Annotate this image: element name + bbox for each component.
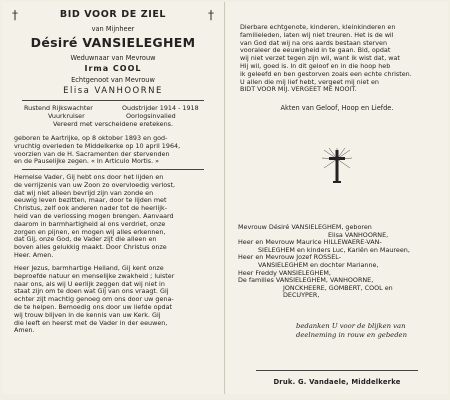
- text-line: van God dat wij na ons aards bestaan sterven: [240, 38, 388, 47]
- text-line: deelneming in rouw en gebeden: [296, 330, 407, 339]
- cross-icon: †: [12, 8, 18, 22]
- spouse-label: Echtgenoot van Mevrouw: [71, 76, 155, 84]
- text-line: Heer Jezus, barmhartige Heiland, Gij kent onze: [14, 264, 164, 272]
- family-line: Heer en Mevrouw Jozef ROSSEL-: [238, 253, 342, 262]
- honor-veteran: Oudstrijder 1914 - 1918: [122, 104, 199, 112]
- text-line: bedanken U voor de blijken van: [296, 322, 406, 330]
- family-line: Elisa VANHOORNE,: [328, 230, 389, 239]
- text-line: zorgen en pijnen, en mogen wij alles erkennen,: [14, 227, 166, 236]
- text-line: echter zijt machtig genoeg om ons door uw gena-: [14, 295, 174, 304]
- text-line: die leeft en heerst met de Vader in der eeuwen,: [14, 318, 168, 327]
- family-line: Heer Freddy VANSIELEGHEM,: [238, 268, 331, 277]
- honor-volunteer: Vuurkruiser: [48, 112, 85, 120]
- text-line: beproefde natuur en menselijke zwakheid ; luister: [14, 271, 175, 280]
- text-line: Amen.: [14, 326, 35, 335]
- family-line: VANSIELEGHEM en dochter Marianne,: [258, 260, 379, 269]
- printer-credit: Druk. G. Vandaele, Middelkerke: [273, 378, 401, 386]
- family-line: De families VANSIELEGHEM, VANHOORNE,: [238, 276, 374, 285]
- text-line: daarom in barmhartigheid al ons verdriet, onze: [14, 219, 166, 228]
- bio-paragraph: [14, 135, 214, 166]
- farewell-paragraph: [240, 24, 436, 94]
- honor-invalid: Oorlogsinvalied: [126, 112, 176, 120]
- text-line: dat wij niet alleen bevrijd zijn van zonde en: [14, 188, 154, 197]
- text-line: vooraleer de eeuwigheid in te gaan. Bid, opdat: [240, 46, 391, 55]
- heading-row: [2, 8, 224, 22]
- text-line: wij trouw blijven in de kennis van uw Kerk. Gij: [14, 310, 161, 319]
- deceased-first-name: Désiré: [30, 35, 78, 50]
- card-title: BID VOOR DE ZIEL: [59, 9, 167, 20]
- family-line: SIELEGHEM en kinders Luc, Kariën en Maureen,: [258, 245, 410, 254]
- honor-rank: Rustend Rijkswachter: [24, 104, 93, 112]
- right-panel: [226, 2, 448, 394]
- text-line: familieleden, laten wij niet treuren. Het is de wil: [240, 30, 394, 39]
- family-line: Mevrouw Désiré VANSIELEGHEM, geboren: [238, 223, 372, 231]
- radiant-cross-icon: [322, 148, 352, 186]
- text-line: vruchtig overleden te Middelkerke op 10 april 1964,: [14, 141, 181, 150]
- text-line: en de Pauselijke zegen. « In Articulo Mortis. »: [14, 157, 160, 166]
- text-line: dat Gij, onze God, de Vader zijt die alleen en: [14, 235, 157, 244]
- deceased-last-name: VANSIELEGHEM: [82, 35, 196, 50]
- text-line: ik geleefd en ben gestorven zoals een echte christen.: [240, 69, 412, 78]
- deceased-name: [2, 35, 224, 50]
- intro-text: van Mijnheer: [91, 25, 135, 33]
- text-line: staat zijn om te doen wat Gij van ons vraagt. Gij: [14, 287, 169, 296]
- family-line: DECUYPER,: [283, 291, 320, 300]
- divider: [22, 100, 204, 101]
- text-line: U allen die mij lief hebt, vergeet mij niet en: [240, 77, 379, 86]
- text-line: eeuwig leven bezitten, maar, door te lijden met: [14, 196, 167, 205]
- text-line: boven alles gelukkig maakt. Door Christus onze: [14, 243, 167, 252]
- divider: [256, 370, 418, 371]
- text-line: de te helpen. Bemoedig ons door uw liefde opdat: [14, 302, 173, 311]
- family-line: JONCKHEERE, GOMBERT, COOL en: [283, 283, 393, 292]
- text-line: Dierbare echtgenote, kinderen, kleinkinderen en: [240, 23, 396, 31]
- text-line: wij niet verzet tegen zijn wil, want ik wist dat, wat: [240, 54, 400, 63]
- text-line: de verrijzenis van uw Zoon zo overvloedig verlost,: [14, 180, 176, 189]
- acts-of-faith: Akten van Geloof, Hoop en Liefde.: [280, 104, 394, 112]
- text-line: Hemelse Vader, Gij hebt ons door het lijden en: [14, 173, 164, 181]
- text-line: Hij wil, goed is. In dit geloof en in die hoop heb: [240, 61, 391, 70]
- divider: [22, 169, 204, 170]
- text-line: naar ons, als wij U eerlijk zeggen dat wij niet in: [14, 279, 165, 288]
- prayer-paragraph-1: [14, 174, 214, 260]
- text-line: Heer. Amen.: [14, 250, 54, 259]
- left-panel: [2, 2, 225, 394]
- text-line: BIDT VOOR MIJ. VERGEET ME NOOIT.: [240, 85, 357, 94]
- honor-decorations: Vereerd met verscheidene eretekens.: [52, 120, 173, 128]
- widower-label: Weduwnaar van Mevrouw: [70, 54, 156, 62]
- thanks-text: [296, 322, 446, 339]
- cross-icon: †: [208, 8, 214, 22]
- text-line: Christus, zelf ook anderen nader tot de heerlijk-: [14, 204, 168, 213]
- prayer-paragraph-2: [14, 265, 214, 335]
- text-line: geboren te Aartrijke, op 8 oktober 1893 en god-: [14, 134, 168, 142]
- family-list: [238, 224, 443, 300]
- first-wife-name: Irma COOL: [84, 64, 142, 73]
- text-line: voorzien van de H. Sacramenten der stervenden: [14, 149, 170, 158]
- text-line: heid van de verlossing mogen brengen. Aanvaard: [14, 211, 174, 220]
- family-line: Heer en Mevrouw Maurice HILLEWAERE-VAN-: [238, 238, 382, 247]
- second-wife-name: Elisa VANHOORNE: [63, 86, 163, 96]
